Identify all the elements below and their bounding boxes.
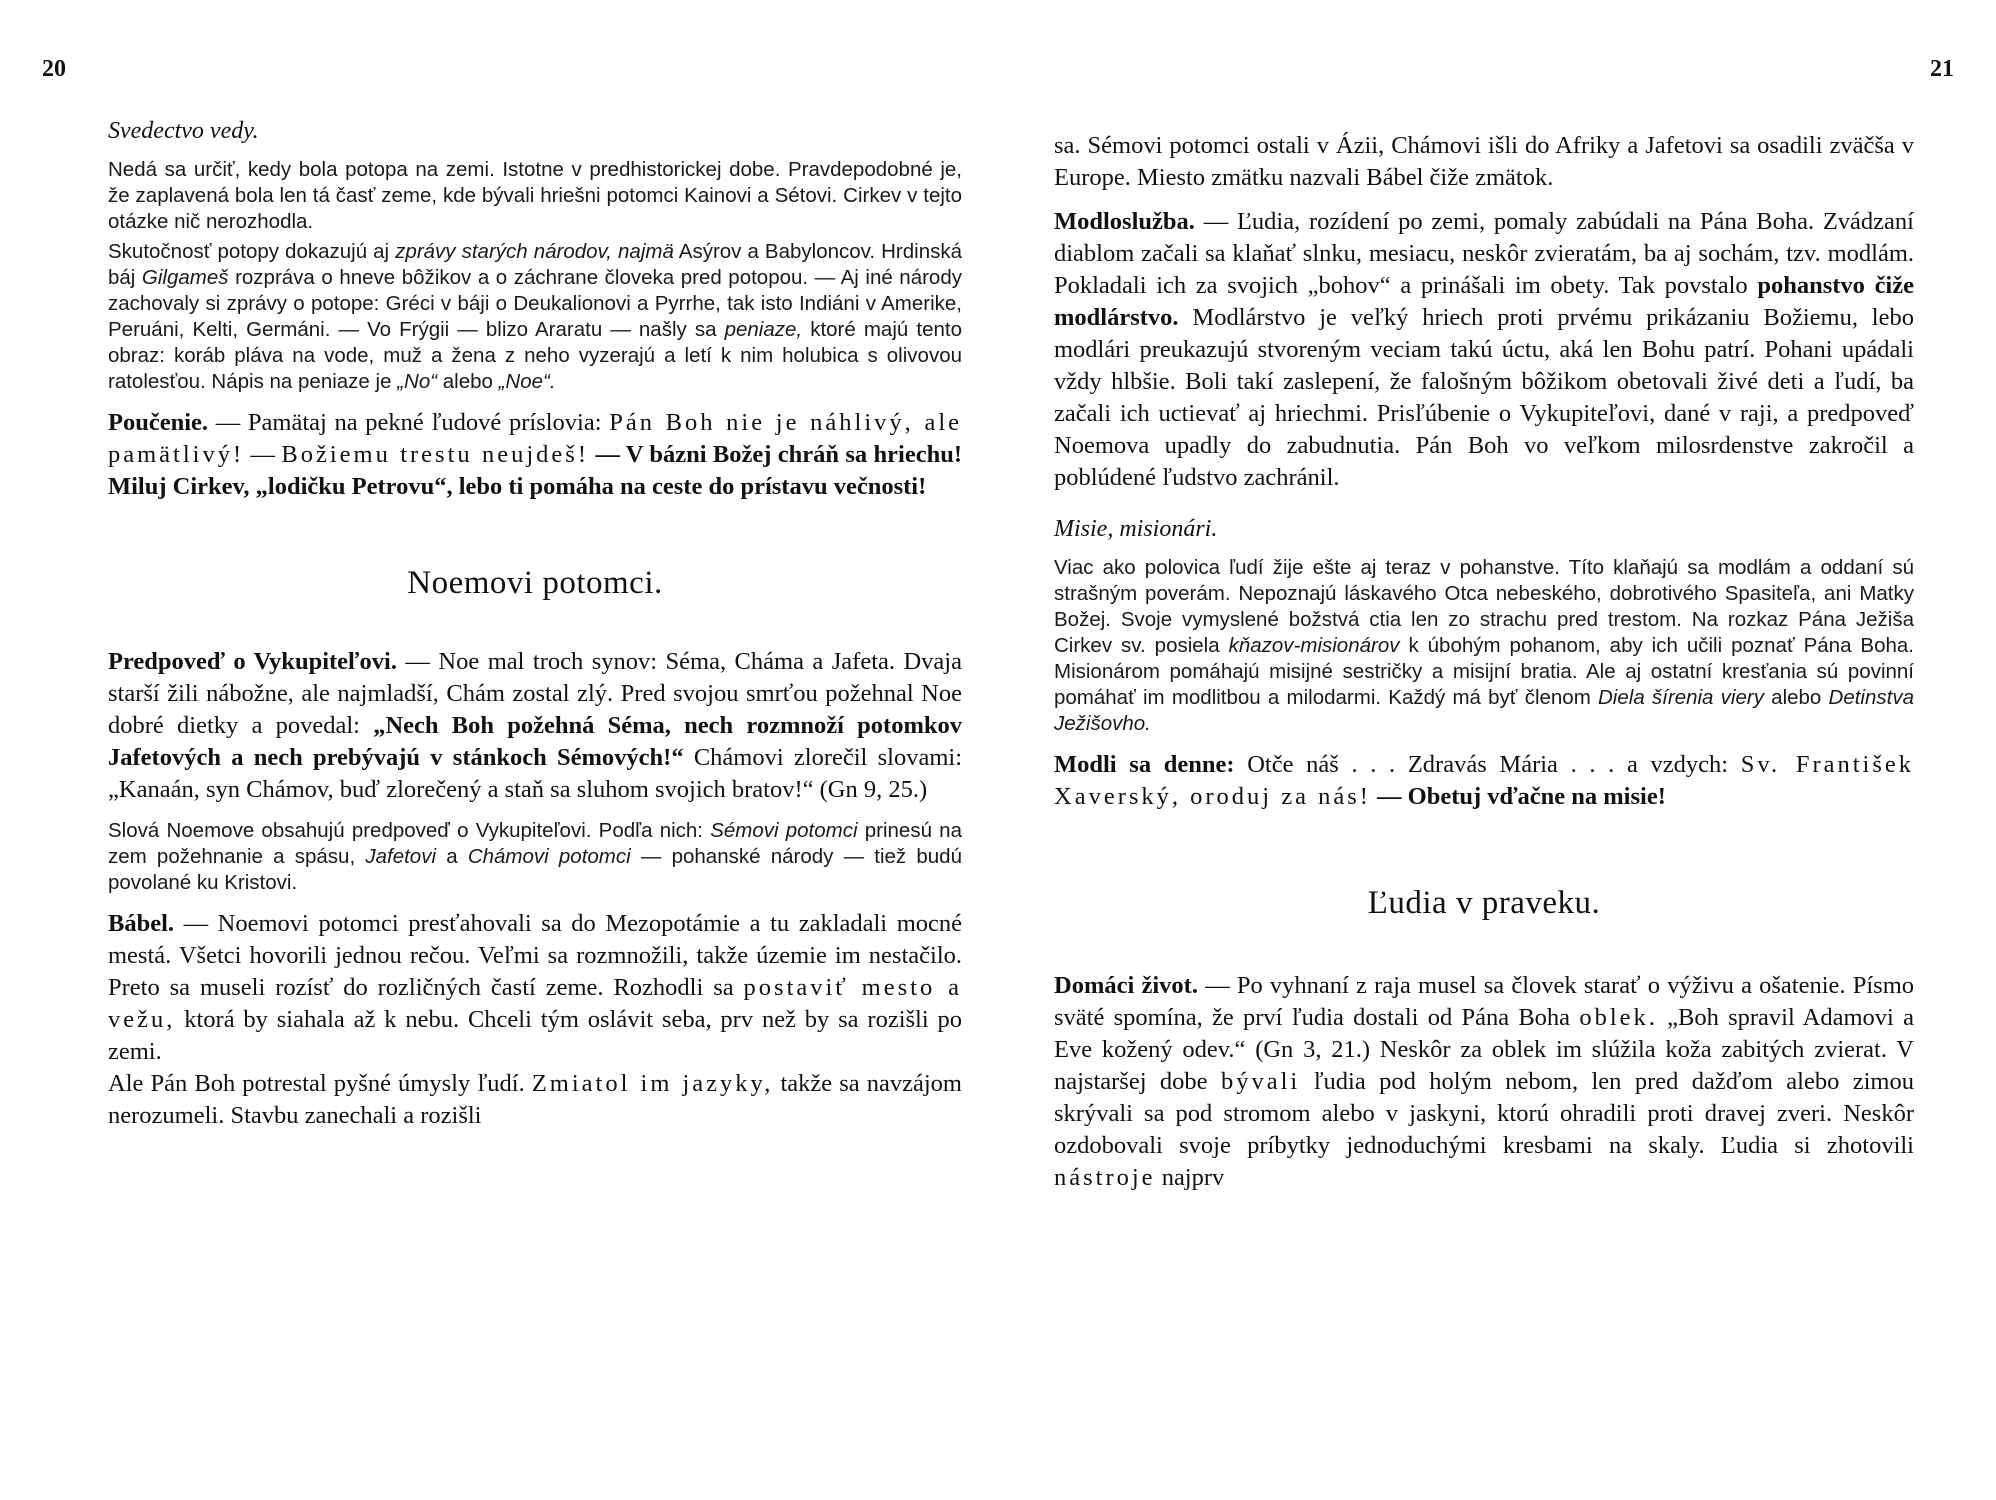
text: alebo	[437, 370, 499, 393]
text: — Ľudia, rozídení po zemi, pomaly zabúdali na Pána Boha. Zvádzaní diablom začali sa klaňať slnku, mesiacu, neskôr zvieratám, ba aj sochám, tzv. modlám. Pokladali ich za svojich „bohov“ a prinášali im obety. Tak povstalo	[1054, 208, 1914, 299]
text: rozpráva o hneve bôžikov a o záchrane človeka pred potopou. — Aj iné národy zachovaly si zprávy o potope: Gréci v báji o Deukalionovi a Pyrrhe, tak isto Indiáni v Amerike, Peruáni, Kelti, Germáni. — Vo Frýgii — blizo Araratu — našly sa	[108, 266, 962, 341]
chapter-heading: Ľudia v praveku.	[1367, 885, 1601, 921]
text-bold: pohanstvo čiže modlárstvo.	[1054, 272, 1914, 331]
text: ktoré majú tento obraz: koráb pláva na vode, muž a žena z neho vyzerajú a letí k nim holubica s olivovou ratolesťou. Nápis na peniaze je	[108, 318, 962, 393]
text-spaced: postaviť mesto a vežu,	[108, 974, 962, 1033]
paragraph	[1054, 130, 1914, 194]
text-spaced: Božiemu trestu neujdeš!	[281, 441, 589, 468]
paragraph-lead: Modloslužba.	[1054, 208, 1195, 235]
text: alebo	[1763, 686, 1829, 709]
text: Slová Noemove obsahujú predpoveď o Vykupiteľovi. Podľa nich:	[108, 819, 711, 842]
paragraph	[108, 407, 962, 503]
page-number: 21	[1930, 56, 1954, 82]
text: ktorá by siahala až k nebu. Chceli tým oslávit seba, prv než by sa rozišli po zemi.	[108, 1006, 962, 1065]
text-spaced: Sv. František Xaverský, oroduj za nás!	[1054, 751, 1914, 810]
section-subheading: Svedectvo vedy.	[108, 118, 259, 144]
text: Ale Pán Boh potrestal pyšné úmysly ľudí.	[108, 1070, 532, 1097]
text: — Noe mal troch synov: Séma, Cháma a Jafeta. Dvaja starší žili nábožne, ale najmladší, Chám zostal zlý. Pred svojou smrťou požehnal Noe dobré dietky a povedal:	[108, 648, 962, 739]
paragraph-lead: Poučenie.	[108, 409, 209, 436]
text: Skutočnosť potopy dokazujú aj	[108, 240, 396, 263]
text-italic: „Noe“.	[498, 370, 556, 393]
paragraph	[108, 239, 962, 395]
text: — Po vyhnaní z raja musel sa človek starať o výživu a ošatenie. Písmo sväté spomína, že prví ľudia dostali od Pána Boha	[1054, 972, 1915, 1031]
paragraph	[108, 818, 962, 896]
text: Nedá sa určiť, kedy bola potopa na zemi. Istotne v predhistorickej dobe. Pravdepodobné je, že zaplavená bola len tá časť zeme, kde bývali hriešni potomci Kainovi a Sétovi. Cirkev v tejto otázke nič nerozhodla.	[108, 158, 962, 233]
text: — pohanské národy — tiež budú povolané ku Kristovi.	[108, 845, 962, 894]
text-italic: Diela šírenia viery	[1598, 686, 1764, 709]
paragraph	[108, 646, 962, 806]
paragraph	[1054, 749, 1914, 813]
text: —	[244, 441, 282, 468]
text: Modlárstvo je veľký hriech proti prvému prikázaniu Božiemu, lebo modlári preukazujú stvoreným veciam takú úctu, aká len Bohu patrí. Pohani upádali vždy hlbšie. Boli takí zaslepení, že falošným bôžikom obetovali živé deti a ľudí, ba začali ich uctievať aj hriechmi. Prisľúbenie o Vykupiteľovi, dané v raji, a predpoveď Noemova upadly do zabudnutia. Pán Boh vo veľkom milosrdenstve zakročil a poblúdené ľudstvo zachránil.	[1054, 304, 1914, 491]
paragraph-lead: Domáci život.	[1054, 972, 1198, 999]
paragraph	[1054, 206, 1914, 494]
text-italic: Sémovi potomci	[710, 819, 858, 842]
page-number: 20	[42, 56, 66, 82]
text-spaced: nástroje	[1054, 1164, 1156, 1191]
paragraph	[1054, 970, 1914, 1194]
text: sa. Sémovi potomci ostali v Ázii, Chámovi išli do Afriky a Jafetovi sa osadili zväčša v Europe. Miesto zmätku nazvali Bábel čiže zmätok.	[1054, 132, 1914, 191]
text-italic: Gilgameš	[141, 266, 229, 289]
text-spaced: Zmiatol im jazyky,	[531, 1070, 774, 1097]
paragraph-lead: Modli sa denne:	[1054, 751, 1235, 778]
text-italic: Chámovi potomci	[467, 845, 631, 868]
text-spaced: bývali	[1220, 1068, 1301, 1095]
text-italic: kňazov-misionárov	[1228, 634, 1400, 657]
right-column	[1054, 130, 1914, 1194]
text-italic: zprávy starých národov, najmä	[395, 240, 674, 263]
text-bold: — Obetuj vďačne na misie!	[1370, 783, 1666, 810]
text-italic: Jafetovi	[365, 845, 436, 868]
text: k úbohým pohanom, aby ich učili poznať Pána Boha. Misionárom pomáhajú misijné sestričky a misijní bratia. Ale aj ostatní kresťania sú povinní pomáhať im modlitbou a milodarmi. Každý má byť členom	[1054, 634, 1915, 709]
paragraph	[1054, 555, 1914, 737]
paragraph	[108, 1068, 962, 1132]
section-subheading: Misie, misionári.	[1054, 516, 1218, 542]
text: „Boh spravil Adamovi a Eve kožený odev.“ (Gn 3, 21.) Neskôr za oblek im slúžila koža zabitých zvierat. V najstaršej dobe	[1054, 1004, 1914, 1095]
text: Asýrov a Babyloncov. Hrdinská báj	[108, 240, 963, 289]
text: a	[436, 845, 468, 868]
chapter-heading: Noemovi potomci.	[407, 565, 663, 601]
text-italic: „No“	[397, 370, 438, 393]
text: — Noemovi potomci presťahovali sa do Mezopotámie a tu zakladali mocné mestá. Všetci hovorili jednou rečou. Veľmi sa rozmnožili, takže územie im nestačilo. Preto sa museli rozísť do rozličných častí zeme. Rozhodli sa	[108, 910, 962, 1001]
text: Chámovi zlorečil slovami: „Kanaán, syn Chámov, buď zlorečený a staň sa sluhom svojich bratov!“ (Gn 9, 25.)	[108, 744, 963, 803]
text: takže sa navzájom nerozumeli. Stavbu zanechali a rozišli	[108, 1070, 962, 1129]
text: Viac ako polovica ľudí žije ešte aj teraz v pohanstve. Títo klaňajú sa modlám a oddaní sú strašným poverám. Nepoznajú láskavého Otca nebeského, dobrotivého Spasiteľa, ani Matky Božej. Svoje vymyslené božstvá ctia len zo strachu pred trestom. Na rozkaz Pána Ježiša Cirkev sv. posiela	[1054, 556, 1914, 657]
text-bold: „Nech Boh požehná Séma, nech rozmnoží potomkov Jafetových a nech prebývajú v stánkoch Sémových!“	[108, 712, 962, 771]
left-column	[108, 118, 962, 1132]
text-italic: peniaze,	[724, 318, 803, 341]
text: ľudia pod holým nebom, len pred dažďom alebo zimou skrývali sa pod stromom alebo v jaskyni, ktorú ohradili proti dravej zveri. Neskôr ozdobovali svoje príbytky jednoduchými kresbami na skaly. Ľudia si zhotovili	[1054, 1068, 1914, 1159]
text: Otče náš . . . Zdravás Mária . . . a vzdych:	[1234, 751, 1741, 778]
text-spaced: oblek.	[1579, 1004, 1658, 1031]
text: najprv	[1155, 1164, 1225, 1191]
text-italic: Detinstva Ježišovho.	[1054, 686, 1914, 735]
paragraph-lead: Bábel.	[108, 910, 175, 937]
text-bold: — V bázni Božej chráň sa hriechu! Miluj Cirkev, „lodičku Petrovu“, lebo ti pomáha na ceste do prístavu večnosti!	[108, 441, 962, 500]
text-spaced: Pán Boh nie je náhlivý, ale pamätlivý!	[108, 409, 962, 468]
paragraph-lead: Predpoveď o Vykupiteľovi.	[108, 648, 397, 675]
text: — Pamätaj na pekné ľudové príslovia:	[208, 409, 610, 436]
text: prinesú na zem požehnanie a spásu,	[108, 819, 962, 868]
paragraph	[108, 157, 962, 235]
paragraph	[108, 908, 962, 1068]
